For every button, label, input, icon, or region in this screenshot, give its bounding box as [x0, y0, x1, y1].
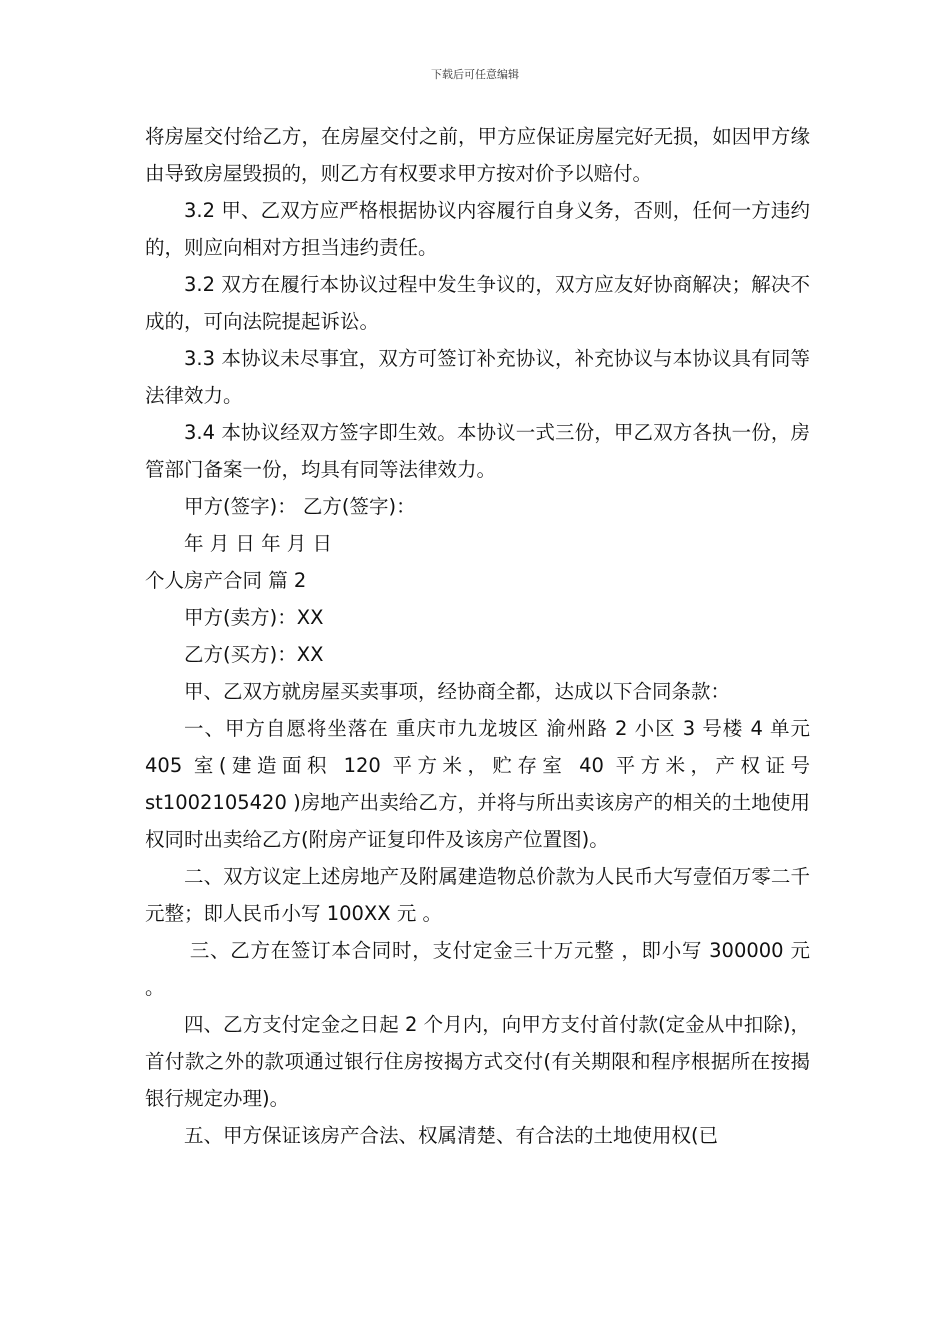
document-body	[145, 118, 810, 1154]
clause-3-2-a: 3.2 甲、乙双方应严格根据协议内容履行自身义务，否则，任何一方违约的，则应向相对方担当违约责任。	[145, 199, 810, 259]
date-line: 年 月 日 年 月 日	[184, 532, 332, 555]
clause-4: 四、乙方支付定金之日起 2 个月内，向甲方支付首付款(定金从中扣除)，首付款之外的款项通过银行住房按揭方式交付(有关期限和程序根据所在按揭银行规定办理)。	[145, 1013, 810, 1110]
section-title: 个人房产合同 篇 2	[145, 569, 307, 592]
signature-line: 甲方(签字)： 乙方(签字)：	[184, 495, 416, 518]
party-a-seller: 甲方(卖方)：XX	[184, 606, 324, 629]
clause-1: 一、甲方自愿将坐落在 重庆市九龙坡区 渝州路 2 小区 3 号楼 4 单元 405 室(建造面积 120 平方米，贮存室 40 平方米，产权证号 st1002105420 )房地产出卖给乙方，并将与所出卖该房产的相关的土地使用权同时出卖给乙方(附房产证复印件及该房产位置图)。	[145, 717, 810, 851]
clause-2: 二、双方议定上述房地产及附属建造物总价款为人民币大写壹佰万零二千元整；即人民币小写 100XX 元 。	[145, 865, 810, 925]
paragraph: 将房屋交付给乙方，在房屋交付之前，甲方应保证房屋完好无损，如因甲方缘由导致房屋毁损的，则乙方有权要求甲方按对价予以赔付。	[145, 125, 810, 185]
party-b-buyer: 乙方(买方)：XX	[184, 643, 324, 666]
clause-3: 三、乙方在签订本合同时，支付定金三十万元整 ，即小写 300000 元 。	[145, 939, 810, 999]
contract-intro: 甲、乙双方就房屋买卖事项，经协商全都，达成以下合同条款：	[184, 680, 731, 703]
clause-3-3: 3.3 本协议未尽事宜，双方可签订补充协议，补充协议与本协议具有同等法律效力。	[145, 347, 810, 407]
clause-3-4: 3.4 本协议经双方签字即生效。本协议一式三份，甲乙双方各执一份，房管部门备案一份，均具有同等法律效力。	[145, 421, 810, 481]
clause-5: 五、甲方保证该房产合法、权属清楚、有合法的土地使用权(已	[184, 1124, 719, 1147]
clause-3-2-b: 3.2 双方在履行本协议过程中发生争议的，双方应友好协商解决；解决不成的，可向法院提起诉讼。	[145, 273, 810, 333]
page-header: 下载后可任意编辑	[431, 68, 519, 81]
